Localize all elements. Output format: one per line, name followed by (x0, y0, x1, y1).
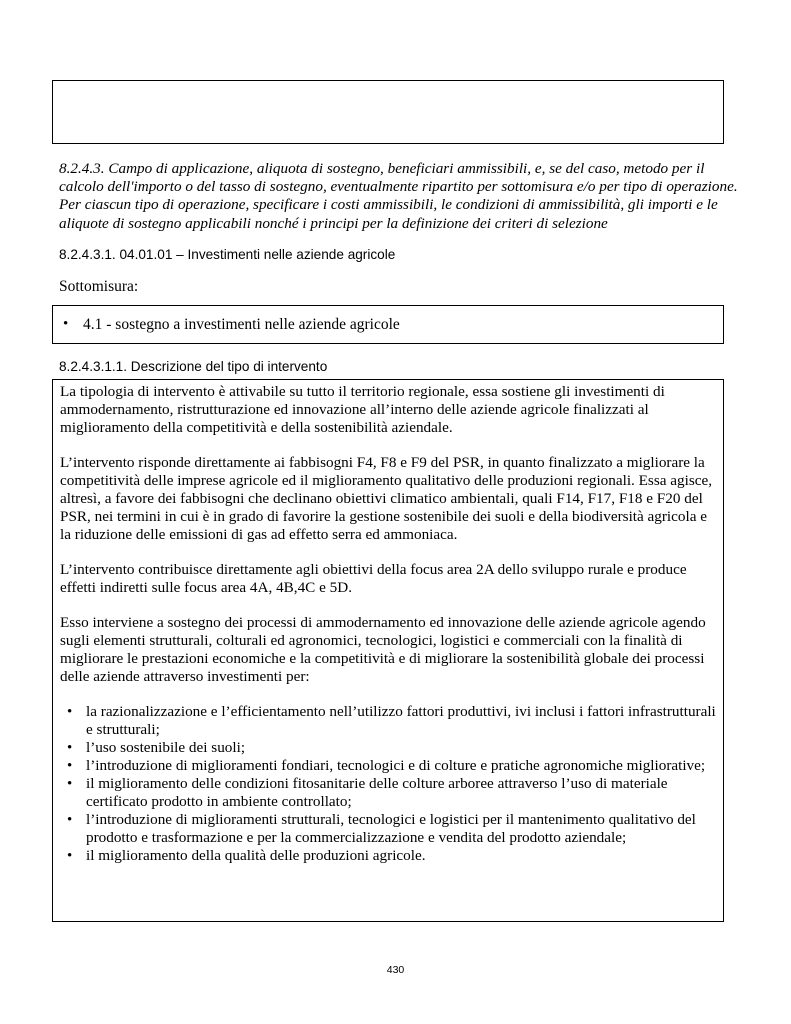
sottomisura-label: Sottomisura: (59, 278, 139, 295)
description-paragraph: L’intervento contribuisce direttamente agli obiettivi della focus area 2A dello sviluppo rurale e produce effetti indiretti sulle focus area 4A, 4B,4C e 5D. (60, 561, 687, 596)
bullet-icon: • (67, 758, 73, 774)
description-paragraph: L’intervento risponde direttamente ai fabbisogni F4, F8 e F9 del PSR, in quanto finalizzato a migliorare la competitività delle imprese agricole ed il miglioramento qualitativo delle produzioni regionali. Essa agisce, altresì, a favore dei fabbisogni che declinano obiettivi climatico ambientali, quali F14, F17, F18 e F20 del PSR, nei termini in cui è in grado di favorire la gestione sostenibile dei suoli e della biodiversità agricola e la riduzione delle emissioni di gas ad effetto serra ed ammoniaca. (60, 454, 713, 543)
list-item (60, 775, 720, 811)
list-item-text: l’introduzione di miglioramenti strutturali, tecnologici e logistici per il mantenimento qualitativo del prodotto e trasformazione e per la commercializzazione e vendita del prodotto aziendale; (86, 811, 696, 846)
sottomisura-item (63, 316, 400, 334)
description-box (52, 379, 724, 922)
list-item (60, 847, 720, 865)
bullet-icon: • (67, 812, 73, 828)
bullet-icon: • (63, 316, 69, 332)
list-item-text: il miglioramento della qualità delle produzioni agricole. (86, 847, 426, 864)
list-item-text: il miglioramento delle condizioni fitosanitarie delle colture arboree attraverso l’uso di materiale certificato prodotto in ambiente controllato; (86, 775, 668, 810)
description-paragraph: La tipologia di intervento è attivabile su tutto il territorio regionale, essa sostiene gli investimenti di ammodernamento, ristrutturazione ed innovazione all’interno delle aziende agricole finalizzati al miglioramento della competitività e della sostenibilità aziendale. (60, 383, 665, 436)
list-item-text: l’introduzione di miglioramenti fondiari, tecnologici e di colture e pratiche agronomiche migliorative; (86, 757, 706, 774)
list-item (60, 811, 720, 847)
list-item (60, 703, 720, 739)
investment-list (60, 703, 720, 865)
description-content (60, 383, 720, 865)
empty-content-box (52, 80, 724, 144)
list-item-text: l’uso sostenibile dei suoli; (86, 739, 246, 756)
sottomisura-box (52, 305, 724, 344)
list-item (60, 739, 720, 757)
description-heading: 8.2.4.3.1.1. Descrizione del tipo di intervento (59, 359, 328, 374)
list-item (60, 757, 720, 775)
page-number: 430 (386, 964, 405, 976)
list-item-text: la razionalizzazione e l’efficientamento nell’utilizzo fattori produttivi, ivi inclusi i fattori infrastrutturali e strutturali; (86, 703, 716, 738)
bullet-icon: • (67, 740, 73, 756)
bullet-icon: • (67, 776, 73, 792)
description-paragraph: Esso interviene a sostegno dei processi di ammodernamento ed innovazione delle aziende agricole agendo sugli elementi strutturali, colturali ed agronomici, tecnologici, logistici e commerciali con la finalità di migliorare le prestazioni economiche e la competitività e di migliorare la sostenibilità globale dei processi delle aziende attraverso investimenti per: (60, 614, 706, 685)
bullet-icon: • (67, 848, 73, 864)
section-heading: 8.2.4.3. Campo di applicazione, aliquota di sostegno, beneficiari ammissibili, e, se del caso, metodo per il calcolo dell'importo o del tasso di sostegno, eventualmente ripartito per sottomisura e/o per tipo di operazione. Per ciascun tipo di operazione, specificare i costi ammissibili, le condizioni di ammissibilità, gli importi e le aliquote di sostegno applicabili nonché i principi per la definizione dei criteri di selezione (59, 160, 738, 232)
sottomisura-item-text: 4.1 - sostegno a investimenti nelle aziende agricole (83, 316, 400, 333)
subsection-heading: 8.2.4.3.1. 04.01.01 – Investimenti nelle aziende agricole (59, 247, 396, 262)
bullet-icon: • (67, 704, 73, 720)
